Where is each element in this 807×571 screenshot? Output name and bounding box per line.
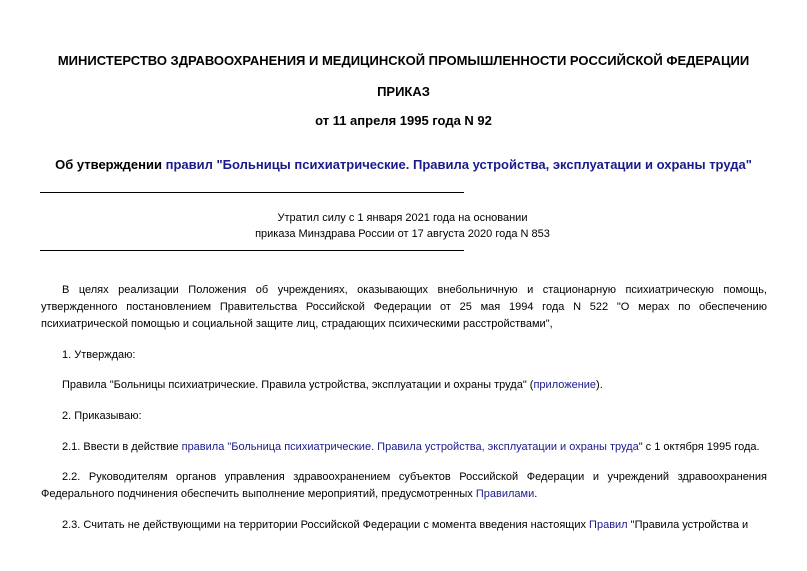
item-2-3-text: 2.3. Считать не действующими на территории Российской Федерации с момента введения настоящих	[62, 519, 590, 531]
divider-top	[40, 192, 464, 193]
order-title	[0, 157, 807, 172]
rules-title-link[interactable]: правил "Больницы психиатрические. Правила устройства, эксплуатации и охраны труда"	[165, 157, 752, 172]
item-2-3-end: "Правила устройства и	[627, 519, 749, 531]
approved-rules-paragraph	[41, 377, 767, 394]
item-2-2-text: 2.2. Руководителям органов управления здравоохранением субъектов Российской Федерации и учреждений здравоохранения Федерального подчинения обеспечить выполнение мероприятий, предусмотренных	[41, 471, 767, 500]
item-2-2-paragraph	[41, 469, 767, 503]
order-date-number: от 11 апреля 1995 года N 92	[315, 113, 492, 128]
status-note-line2: приказа Минздрава России от 17 августа 2020 года N 853	[255, 228, 550, 240]
order-type-heading: ПРИКАЗ	[377, 84, 430, 99]
status-note	[200, 210, 605, 242]
preamble-paragraph: В целях реализации Положения об учреждениях, оказывающих внебольничную и стационарную психиатрическую помощь, утвержденного постановлением Правительства Российской Федерации от 25 мая 1994 года N 522 "О мерах по обеспечению психиатрической помощью и социальной защите лиц, страдающих психическими расстройствами",	[41, 284, 767, 330]
appendix-link[interactable]: приложение	[533, 379, 597, 391]
item-2-1-text: 2.1. Ввести в действие	[62, 441, 182, 453]
approved-rules-text: Правила "Больницы психиатрические. Правила устройства, эксплуатации и охраны труда" (	[62, 379, 534, 391]
order-title-prefix: Об утверждении	[55, 157, 166, 172]
rules-link-2-3[interactable]: Правил	[589, 519, 628, 531]
ministry-heading: МИНИСТЕРСТВО ЗДРАВООХРАНЕНИЯ И МЕДИЦИНСКОЙ ПРОМЫШЛЕННОСТИ РОССИЙСКОЙ ФЕДЕРАЦИИ	[57, 53, 750, 68]
item-2-3-paragraph	[41, 517, 767, 534]
item-2-2-end: .	[534, 488, 538, 500]
rules-link-2-2[interactable]: Правилами	[475, 488, 535, 500]
divider-bottom	[40, 250, 464, 251]
rules-link-2-1[interactable]: правила "Больница психиатрические. Правила устройства, эксплуатации и охраны труда	[181, 441, 639, 453]
item-2-heading: 2. Приказываю:	[62, 410, 142, 422]
item-1-heading: 1. Утверждаю:	[62, 349, 136, 361]
status-note-line1: Утратил силу с 1 января 2021 года на основании	[277, 212, 528, 224]
item-2-1-paragraph	[41, 439, 767, 456]
item-2-1-end: " с 1 октября 1995 года.	[638, 441, 760, 453]
approved-rules-end: ).	[596, 379, 603, 391]
